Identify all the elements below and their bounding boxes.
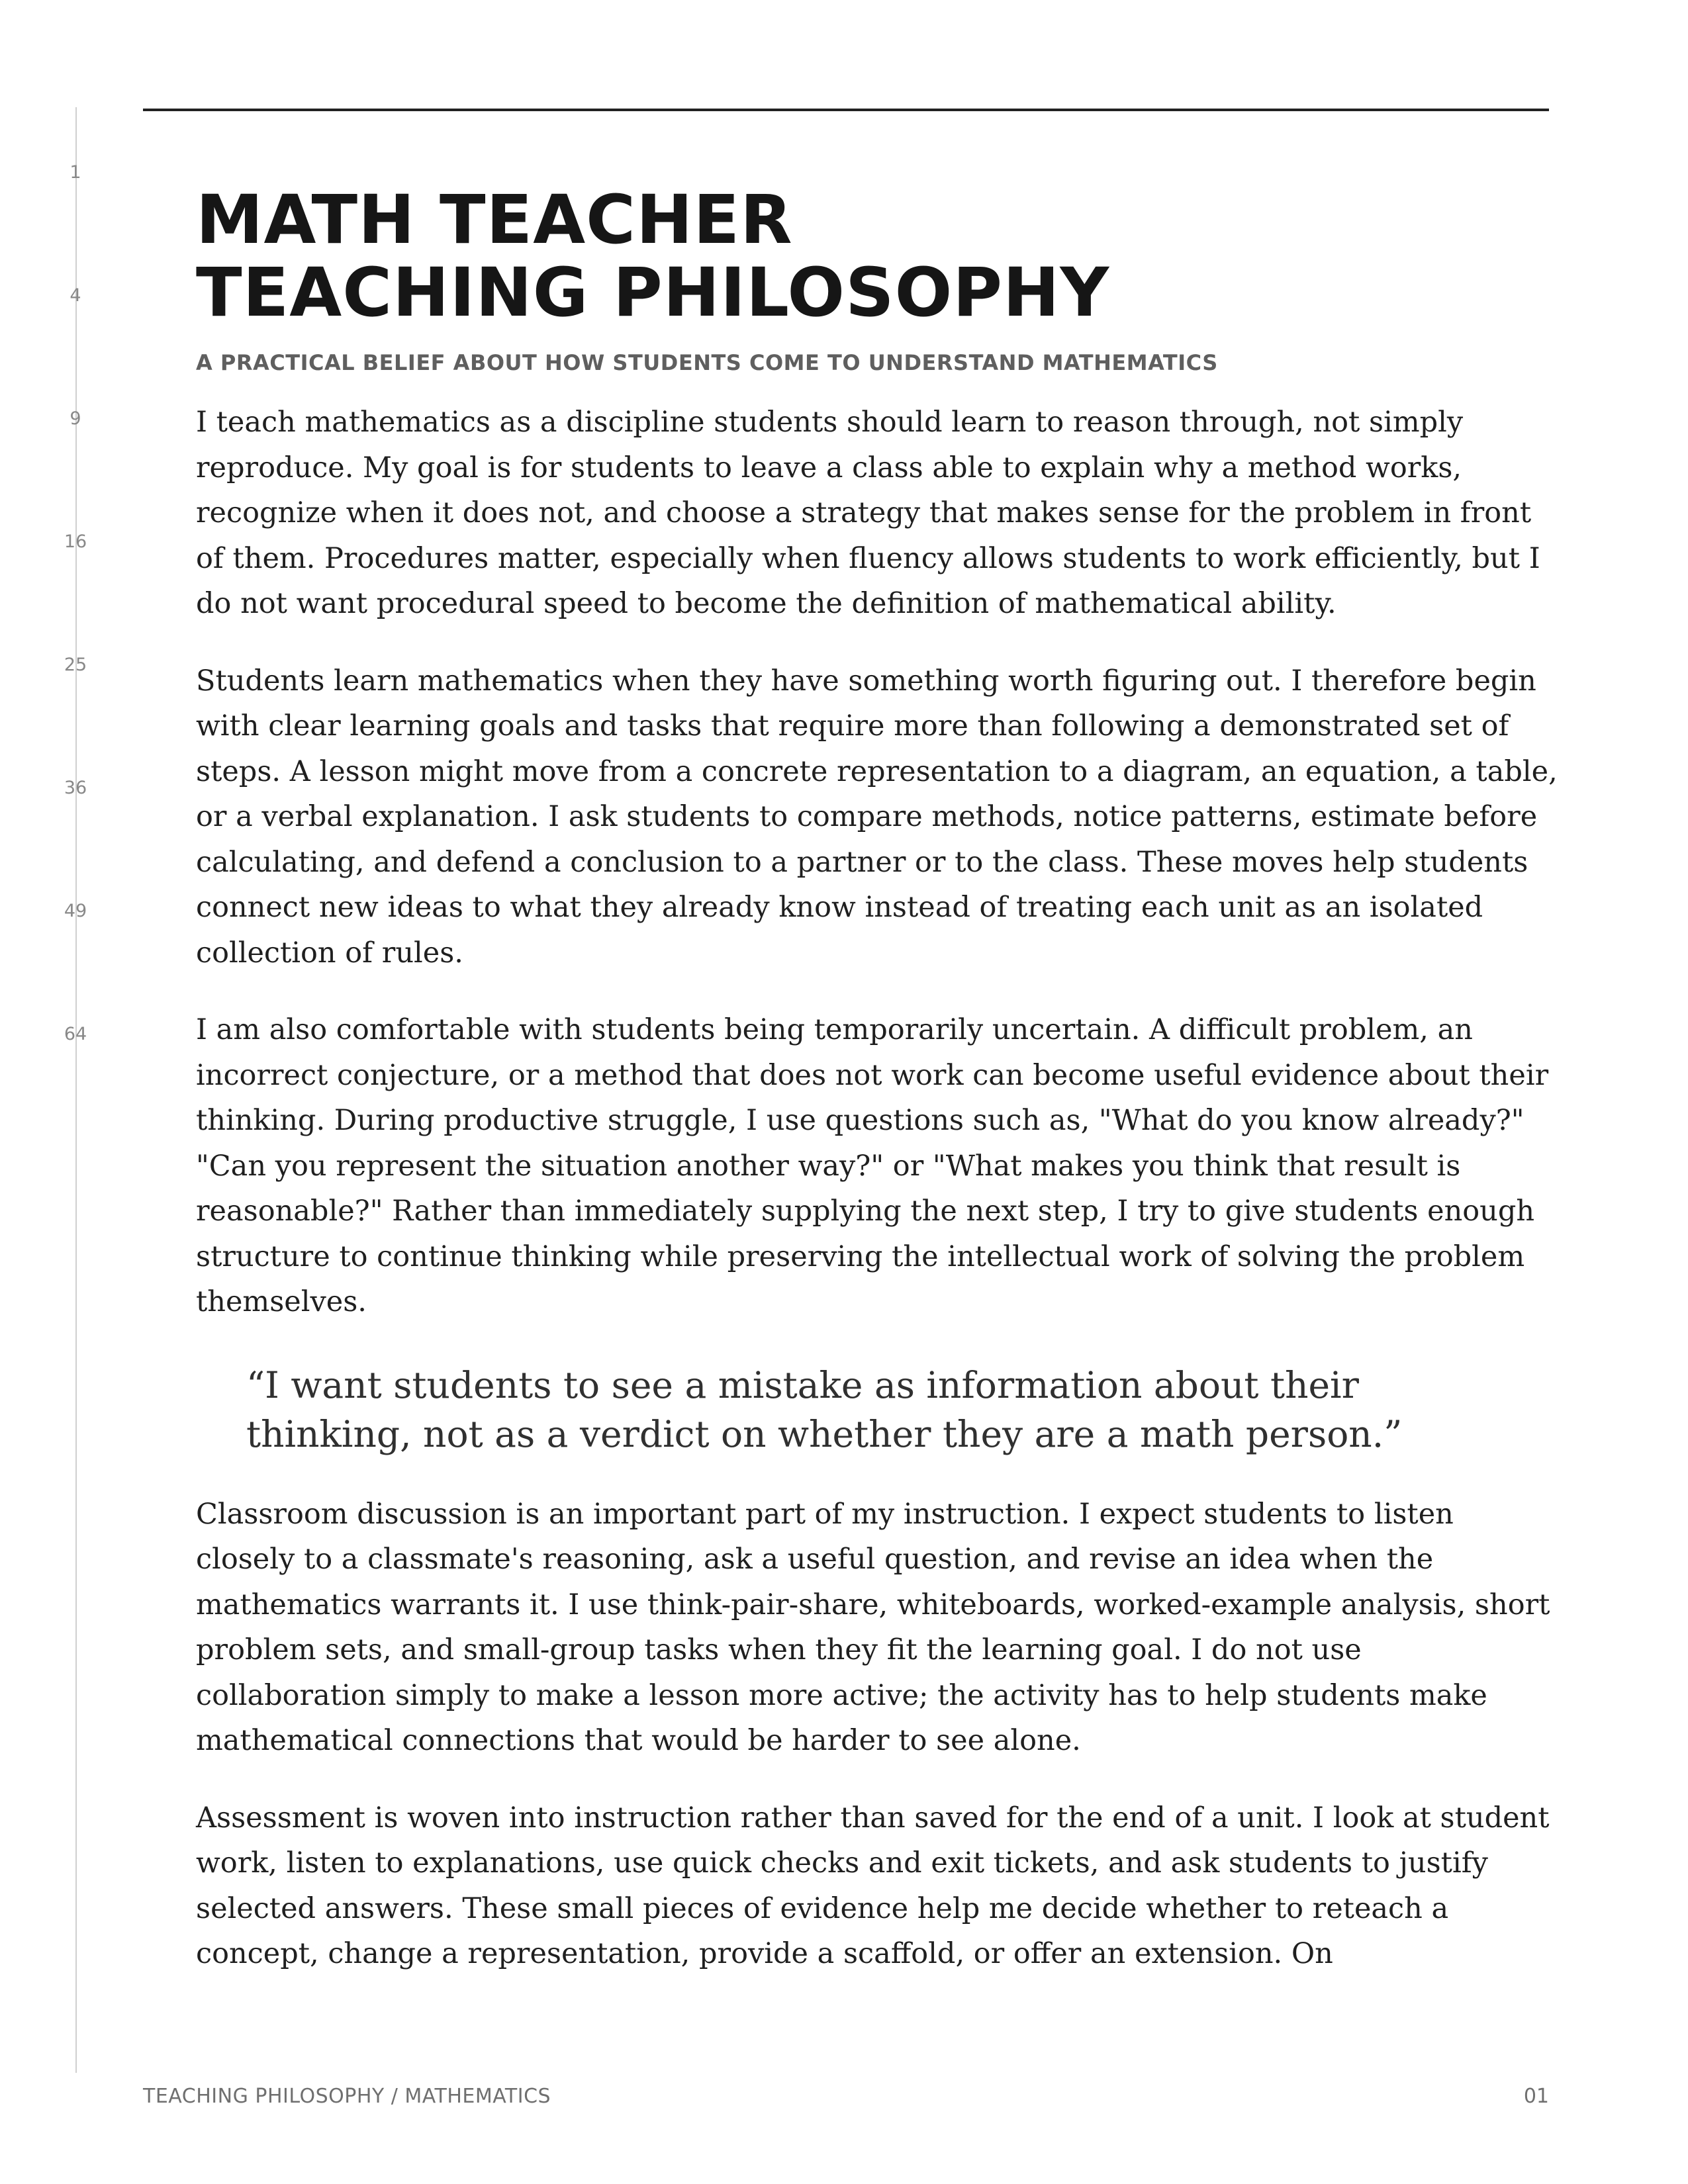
footer-label: TEACHING PHILOSOPHY / MATHEMATICS	[143, 2085, 551, 2108]
pull-quote: “I want students to see a mistake as information about their thinking, not as a verdict on whether they are a math person.”	[246, 1363, 1403, 1455]
paragraph: Assessment is woven into instruction rather than saved for the end of a unit. I look at student work, listen to explanations, use quick checks and exit tickets, and ask students to justify selected answers. These small pieces of evidence help me decide whether to reteach a concept, change a representation, provide a scaffold, or offer an extension. On	[196, 1801, 1550, 1970]
paragraph: I teach mathematics as a discipline students should learn to reason through, not simply reproduce. My goal is for students to leave a class able to explain why a method works, recognize when it does not, and choose a strategy that makes sense for the problem in front of them. Procedures matter, especially when fluency allows students to work efficiently, but I do not want procedural speed to become the definition of mathematical ability.	[196, 406, 1540, 620]
subtitle: A PRACTICAL BELIEF ABOUT HOW STUDENTS COME TO UNDERSTAND MATHEMATICS	[196, 350, 1218, 375]
document-body	[196, 181, 1560, 1977]
paragraph: I am also comfortable with students being temporarily uncertain. A difficult problem, an incorrect conjecture, or a method that does not work can become useful evidence about their thinking. During productive struggle, I use questions such as, "What do you know already?" "Can you represent the situation another way?" or "What makes you think that result is reasonable?" Rather than immediately supplying the next step, I try to give students enough structure to continue thinking while preserving the intellectual work of solving the problem themselves.	[196, 1013, 1549, 1318]
title-line: TEACHING PHILOSOPHY	[196, 253, 1110, 332]
line-number: 25	[64, 655, 87, 675]
margin-rule	[75, 107, 77, 2073]
line-number: 16	[64, 531, 87, 552]
title-line: MATH TEACHER	[196, 181, 793, 259]
header-rule	[143, 109, 1549, 111]
line-number: 9	[70, 408, 81, 429]
line-number: 36	[64, 778, 87, 798]
line-number: 64	[64, 1024, 87, 1044]
page-title	[196, 181, 1560, 332]
page-number: 01	[1523, 2085, 1549, 2108]
paragraph: Students learn mathematics when they have something worth figuring out. I therefore begin with clear learning goals and tasks that require more than following a demonstrated set of steps. A lesson might move from a concrete representation to a diagram, an equation, a table, or a verbal explanation. I ask students to compare methods, notice patterns, estimate before calculating, and defend a conclusion to a partner or to the class. These moves help students connect new ideas to what they already know instead of treating each unit as an isolated collection of rules.	[196, 664, 1558, 970]
line-number: 4	[70, 285, 81, 306]
line-number: 1	[70, 162, 81, 183]
line-number: 49	[64, 901, 87, 921]
paragraph: Classroom discussion is an important part of my instruction. I expect students to listen closely to a classmate's reasoning, ask a useful question, and revise an idea when the mathematics warrants it. I use think-pair-share, whiteboards, worked-example analysis, short problem sets, and small-group tasks when they fit the learning goal. I do not use collaboration simply to make a lesson more active; the activity has to help students make mathematical connections that would be harder to see alone.	[196, 1497, 1550, 1757]
